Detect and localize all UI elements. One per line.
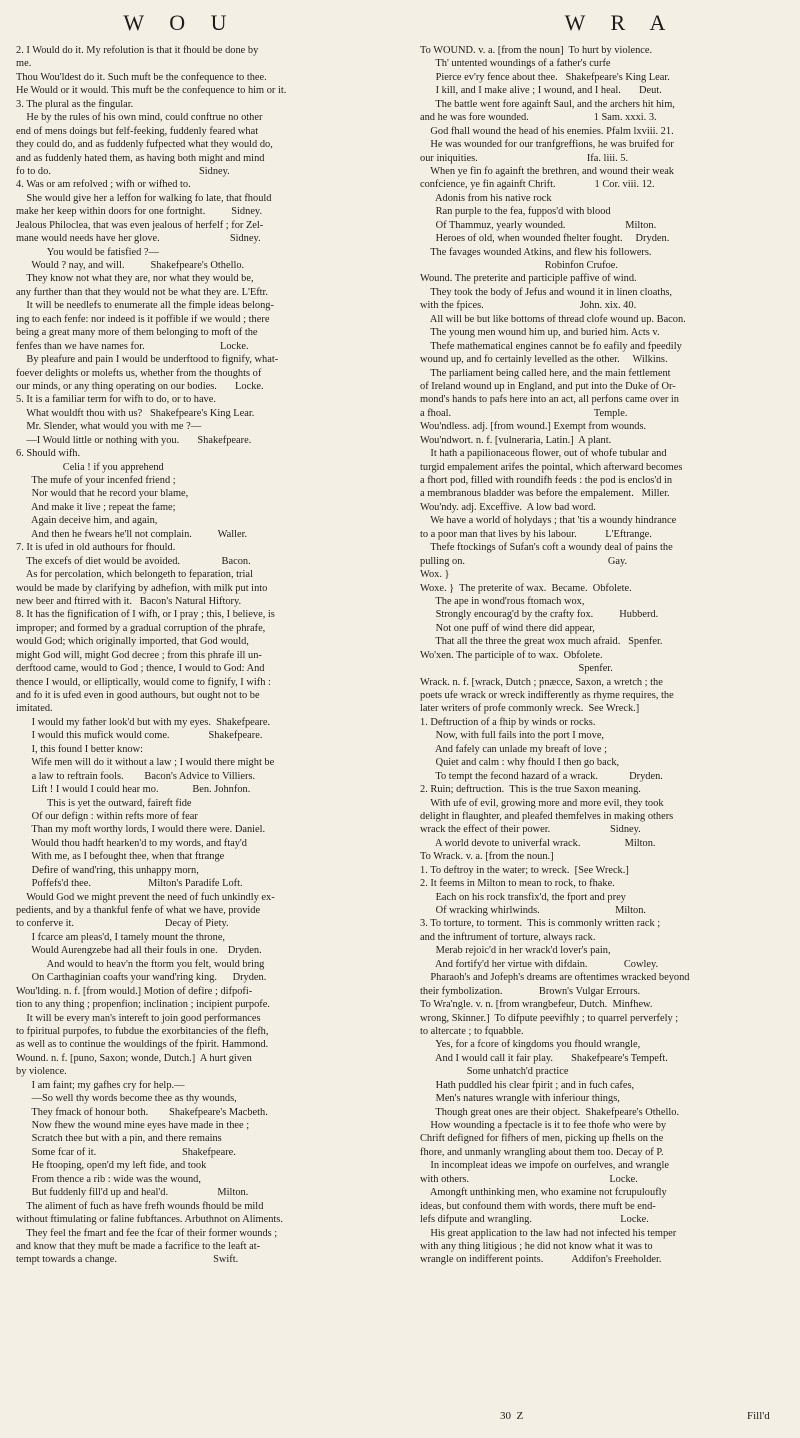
text-line: Lift ! I would I could hear mo. Ben. Johnfon. <box>16 784 251 796</box>
text-line: 8. It has the fignification of I wifh, or I pray ; this, I believe, is <box>16 609 275 621</box>
text-line: ing to each fenfe: nor indeed is it poffible if we would ; there <box>16 313 270 325</box>
signature-mark: 30 Z <box>500 1410 524 1422</box>
text-line: The favages wounded Atkins, and flew his followers. <box>420 246 652 258</box>
text-line: might God will, might God decree ; from this phrafe ill un- <box>16 649 262 661</box>
text-line: Some unhatch'd practice <box>420 1066 569 1078</box>
text-line: How wounding a fpectacle is it to fee thofe who were by <box>420 1120 667 1131</box>
text-line: Pierce ev'ry fence about thee. Shakefpeare's King Lear. <box>420 71 670 83</box>
text-line: mond's hands to pafs here into an act, all perfons came over in <box>420 394 679 406</box>
text-line: Ran purple to the fea, fuppos'd with blood <box>420 206 611 218</box>
text-line: She would give her a leffon for walking fo late, that fhould <box>16 192 272 204</box>
text-line: Heroes of old, when wounded fhelter fought. Dryden. <box>420 233 670 245</box>
text-line: and the inftrument of torture, always rack. <box>420 931 596 943</box>
text-line: a fhoal. Temple. <box>420 407 628 419</box>
text-line: Of wracking whirlwinds. Milton. <box>420 905 646 916</box>
text-line: delight in flaughter, and pleafed themfelves in making others <box>420 810 674 822</box>
text-line: 3. The plural as the fingular. <box>16 98 134 110</box>
text-line: To WOUND. v. a. [from the noun] To hurt by violence. <box>420 45 653 56</box>
text-line: Wox. } <box>420 569 450 581</box>
text-line: To tempt the fecond hazard of a wrack. Dryden. <box>420 770 663 782</box>
text-line: And fafely can unlade my breaft of love ; <box>420 743 607 755</box>
text-line: a law to reftrain fools. Bacon's Advice to Villiers. <box>16 770 256 782</box>
text-line: The young men wound him up, and buried him. Acts v. <box>420 327 660 339</box>
text-line: with any thing litigious ; he did not know what it was to <box>420 1240 653 1252</box>
text-line: With ufe of evil, growing more and more evil, they took <box>420 797 664 809</box>
text-line: would God; which originally imported, that God would, <box>16 636 249 648</box>
text-line: wrack the effect of their power. Sidney. <box>420 824 641 836</box>
text-line: It will be needlefs to enumerate all the fimple ideas belong- <box>16 300 274 312</box>
text-line: They know not what they are, nor what they would be, <box>16 273 254 285</box>
text-line: Men's natures wrangle with inferiour things, <box>420 1093 620 1105</box>
text-line: Wound. n. f. [puno, Saxon; wonde, Dutch.] A hurt given <box>16 1052 252 1064</box>
text-line: to fpiritual purpofes, to fubdue the exorbitancies of the flefh, <box>16 1025 269 1037</box>
text-line: 1. To deftroy in the water; to wreck. [See Wreck.] <box>420 864 629 876</box>
text-line: And would to heav'n the ftorm you felt, would bring <box>16 958 265 970</box>
text-line: This is yet the outward, faireft fide <box>16 797 192 809</box>
text-line: Thefe ftockings of Sufan's coft a woundy deal of pains the <box>420 542 673 554</box>
text-line: On Carthaginian coafts your wand'ring king. Dryden. <box>16 972 267 984</box>
text-line: To Wra'ngle. v. n. [from wrangbefeur, Dutch. Minfhew. <box>420 999 653 1011</box>
text-line: All will be but like bottoms of thread clofe wound up. Bacon. <box>420 313 686 325</box>
text-line: Not one puff of wind there did appear, <box>420 622 595 634</box>
text-line: Merab rejoic'd in her wrack'd lover's pain, <box>420 945 611 957</box>
text-line: our minds, or any thing operating on our bodies. Locke. <box>16 380 264 392</box>
text-line: with the fpices. John. xix. 40. <box>420 300 637 312</box>
text-line: But fuddenly fill'd up and heal'd. Milton. <box>16 1187 249 1199</box>
text-line: 7. It is ufed in old authours for fhould. <box>16 542 176 554</box>
text-line: as well as to continue the wouldings of the fpirit. Hammond. <box>16 1039 269 1051</box>
text-line: A world devote to univerfal wrack. Milton. <box>420 837 656 849</box>
text-line: And I would call it fair play. Shakefpeare's Tempeft. <box>420 1052 668 1064</box>
text-line: mane would needs have her glove. Sidney. <box>16 233 261 245</box>
text-line: Would thou hadft hearken'd to my words, and ftay'd <box>16 837 247 849</box>
text-line: tempt towards a change. Swift. <box>16 1254 239 1266</box>
text-line: With me, as I befought thee, when that ftrange <box>16 851 225 863</box>
text-line: The excefs of diet would be avoided. Bacon. <box>16 555 251 567</box>
text-line: The ape in wond'rous ftomach wox, <box>420 595 585 607</box>
text-line: Yes, for a fcore of kingdoms you fhould wrangle, <box>420 1039 641 1051</box>
text-line: fenfes than we have names for. Locke. <box>16 340 249 352</box>
text-line: Thefe mathematical engines cannot be fo eafily and fpeedily <box>420 340 682 352</box>
text-line: Wife men will do it without a law ; I would there might be <box>16 757 275 769</box>
text-line: to altercate ; to fquabble. <box>420 1025 524 1037</box>
text-line: Would Aurengzebe had all their fouls in one. Dryden. <box>16 945 262 957</box>
text-line: 3. To torture, to torment. This is commonly written rack ; <box>420 918 661 930</box>
text-line: I, this found I better know: <box>16 743 143 755</box>
text-line: wound up, and fo certainly levelled as the other. Wilkins. <box>420 354 668 366</box>
text-line: with others. Locke. <box>420 1173 638 1185</box>
text-line: 6. Should wifh. <box>16 448 81 460</box>
text-line: wrong, Skinner.] To difpute peevifhly ; to quarrel perverfely ; <box>420 1012 679 1024</box>
text-line: 2. I Would do it. My refolution is that it fhould be done by <box>16 45 259 56</box>
text-line: —So well thy words become thee as thy wounds, <box>16 1093 237 1105</box>
text-line: He ftooping, open'd my left fide, and took <box>16 1160 207 1172</box>
text-line: make her keep within doors for one fortnight. Sidney. <box>16 206 263 218</box>
text-line: Strongly encourag'd by the crafty fox. Hubberd. <box>420 609 659 621</box>
text-line: fo to do. Sidney. <box>16 165 230 177</box>
text-line: We have a world of holydays ; that 'tis a woundy hindrance <box>420 515 677 527</box>
text-line: any further than that they would not be what they are. L'Eftr. <box>16 286 269 298</box>
text-line: His great application to the law had not infected his temper <box>420 1227 677 1239</box>
text-line: Woxe. } The preterite of wax. Became. Obfolete. <box>420 582 632 594</box>
text-line: He was wounded for our tranfgreffions, he was bruifed for <box>420 139 674 151</box>
text-line: And fortify'd her virtue with difdain. Cowley. <box>420 958 659 970</box>
text-line: Spenfer. <box>420 663 613 675</box>
text-line: to a poor man that lives by his labour. L'Eftrange. <box>420 528 652 540</box>
text-line: their fymbolization. Brown's Vulgar Errours. <box>420 985 641 997</box>
text-line: and as fuddenly hated them, as having both might and mind <box>16 152 265 164</box>
text-line: Would God we might prevent the need of fuch unkindly ex- <box>16 891 275 903</box>
text-line: turgid empalement arifes the pointal, which afterward becomes <box>420 461 683 473</box>
text-line: a membranous bladder was before the empalement. Miller. <box>420 488 670 500</box>
text-line: It hath a papilionaceous flower, out of whofe tubular and <box>420 448 667 460</box>
text-line: He Would or it would. This muft be the confequence to him or it. <box>16 85 287 97</box>
text-line: By pleafure and pain I would be underftood to fignify, what- <box>16 354 279 366</box>
text-line: would be made by clarifying by adhefion, with milk put into <box>16 582 268 594</box>
text-line: When ye fin fo againft the brethren, and wound their weak <box>420 165 675 177</box>
text-line: From thence a rib : wide was the wound, <box>16 1173 201 1185</box>
text-line: I am faint; my gafhes cry for help.— <box>16 1079 185 1091</box>
text-line: Some fcar of it. Shakefpeare. <box>16 1146 236 1158</box>
text-line: by violence. <box>16 1066 67 1078</box>
text-line: Each on his rock transfix'd, the fport and prey <box>420 891 626 903</box>
left-column <box>16 44 386 1414</box>
text-line: Hath puddled his clear fpirit ; and in fuch cafes, <box>420 1079 635 1091</box>
text-line: 2. It feems in Milton to mean to rock, to fhake. <box>420 878 615 890</box>
text-line: 2. Ruin; deftruction. This is the true Saxon meaning. <box>420 784 641 796</box>
text-line: 5. It is a familiar term for wifh to do, or to have. <box>16 394 216 406</box>
text-line: derftood came, would to God ; thence, I would to God: And <box>16 663 265 675</box>
text-line: Th' untented woundings of a father's curfe <box>420 58 611 70</box>
text-line: And make it live ; repeat the fame; <box>16 501 176 513</box>
text-line: The mufe of your incenfed friend ; <box>16 475 176 486</box>
text-line: to conferve it. Decay of Piety. <box>16 918 229 930</box>
text-line: a fhort pod, filled with roundifh feeds : the pod is enclos'd in <box>420 475 673 486</box>
text-line: confcience, ye fin againft Chrift. 1 Cor. viii. 12. <box>420 179 655 191</box>
text-line: Wou'ndless. adj. [from wound.] Exempt from wounds. <box>420 421 647 433</box>
text-line: They took the body of Jefus and wound it in linen cloaths, <box>420 286 673 298</box>
text-line: Defire of wand'ring, this unhappy morn, <box>16 864 199 876</box>
text-line: me. <box>16 58 32 70</box>
text-line: 4. Was or am refolved ; wifh or wifhed to. <box>16 179 191 191</box>
text-line: Than my moft worthy lords, I would there were. Daniel. <box>16 824 266 836</box>
text-line: Wou'ndwort. n. f. [vulneraria, Latin.] A plant. <box>420 434 612 446</box>
text-line: Adonis from his native rock <box>420 192 552 204</box>
text-line: Now, with full fails into the port I move, <box>420 730 605 742</box>
text-line: Scratch thee but with a pin, and there remains <box>16 1133 222 1145</box>
text-line: wrangle on indifferent points. Addifon's Freeholder. <box>420 1254 662 1266</box>
text-line: and he was fore wounded. 1 Sam. xxxi. 3. <box>420 112 657 124</box>
text-line: Amongft unthinking men, who examine not fcrupuloufly <box>420 1187 667 1199</box>
text-line: Wou'ndy. adj. Exceffive. A low bad word. <box>420 501 596 513</box>
text-line: Thou Wou'ldest do it. Such muft be the confequence to thee. <box>16 71 267 83</box>
text-line: Jealous Philoclea, that was even jealous of herfelf ; for Zel- <box>16 219 264 231</box>
text-line: Would ? nay, and will. Shakefpeare's Othello. <box>16 260 245 271</box>
text-line: end of mens doings but felf-feeking, fuddenly feared what <box>16 125 259 137</box>
text-line: That all the three the great wox much afraid. Spenfer. <box>420 636 663 648</box>
text-line: foever delights or molefts us, whether from the thoughts of <box>16 367 262 379</box>
text-line: pulling on. Gay. <box>420 555 628 567</box>
text-line: pedients, and by a thankful fenfe of what we have, provide <box>16 905 261 916</box>
text-line: thence I would, or elliptically, would come to fignify, I wifh : <box>16 676 271 688</box>
text-line: new beer and ftirred with it. Bacon's Natural Hiftory. <box>16 595 242 607</box>
text-line: To Wrack. v. a. [from the noun.] <box>420 851 554 863</box>
text-line: and know that they muft be made a facrifice to the leaft at- <box>16 1240 261 1252</box>
text-line: later writers of profe commonly wreck. See Wreck.] <box>420 703 640 715</box>
text-line: The parliament being called here, and the main fettlement <box>420 367 671 379</box>
text-line: Wou'lding. n. f. [from would.] Motion of defire ; difpofi- <box>16 985 253 997</box>
text-line: What wouldft thou with us? Shakefpeare's King Lear. <box>16 407 255 419</box>
text-line: of Ireland wound up in England, and put into the Duke of Or- <box>420 380 676 392</box>
text-line: Nor would that he record your blame, <box>16 488 189 500</box>
text-line: without ftimulating or faline fubftances. Arbuthnot on Aliments. <box>16 1214 283 1226</box>
text-line: our iniquities. Ifa. liii. 5. <box>420 152 629 164</box>
text-line: In incompleat ideas we impofe on ourfelves, and wrangle <box>420 1160 670 1172</box>
text-line: ideas, but confound them with words, there muft be end- <box>420 1200 656 1212</box>
catchword: Fill'd <box>747 1410 770 1422</box>
text-line: Poffefs'd thee. Milton's Paradife Loft. <box>16 878 243 890</box>
text-line: imitated. <box>16 703 53 715</box>
text-line: Wrack. n. f. [wrack, Dutch ; pnæcce, Saxon, a wretch ; the <box>420 676 663 688</box>
text-line: They feel the fmart and fee the fcar of their former wounds ; <box>16 1227 278 1239</box>
text-line: Chrift defigned for fifhers of men, picking up fhells on the <box>420 1133 664 1145</box>
text-line: tion to any thing ; propenfion; inclination ; incipient purpofe. <box>16 999 270 1011</box>
text-line: It will be every man's intereft to join good performances <box>16 1012 261 1024</box>
text-line: The aliment of fuch as have frefh wounds fhould be mild <box>16 1200 264 1212</box>
text-line: Celia ! if you apprehend <box>16 461 164 473</box>
right-column <box>420 44 790 1414</box>
text-line: You would be fatisfied ?— <box>16 246 159 258</box>
text-line: being a great many more of them belonging to moft of the <box>16 327 258 339</box>
text-line: Though great ones are their object. Shakefpeare's Othello. <box>420 1106 680 1118</box>
text-line: fhore, and unmanly wrangling about them too. Decay of P. <box>420 1146 664 1158</box>
running-head-left: W O U <box>123 10 237 35</box>
text-line: they could do, and as fuddenly fufpected what they would do, <box>16 139 273 151</box>
text-line: I fcarce am pleas'd, I tamely mount the throne, <box>16 931 226 943</box>
text-line: Wound. The preterite and participle paffive of wind. <box>420 273 637 285</box>
text-line: Now fhew the wound mine eyes have made in thee ; <box>16 1120 250 1131</box>
text-line: poets ufe wrack or wreck indifferently as rhyme requires, the <box>420 690 674 701</box>
text-line: I would this mufick would come. Shakefpeare. <box>16 730 263 742</box>
running-head-right: W R A <box>564 10 676 35</box>
text-line: I would my father look'd but with my eyes. Shakefpeare. <box>16 716 271 728</box>
text-line: He by the rules of his own mind, could conftrue no other <box>16 112 263 124</box>
text-line: and fo it is ufed even in good authours, but ought not to be <box>16 690 260 701</box>
text-line: The battle went fore againft Saul, and the archers hit him, <box>420 98 675 110</box>
text-line: God fhall wound the head of his enemies. Pfalm lxviii. 21. <box>420 125 674 137</box>
text-line: Of Thammuz, yearly wounded. Milton. <box>420 219 657 231</box>
text-line: Wo'xen. The participle of to wax. Obfolete. <box>420 649 603 661</box>
text-line: Mr. Slender, what would you with me ?— <box>16 421 202 433</box>
text-line: Quiet and calm : why fhould I then go back, <box>420 757 620 769</box>
text-line: lefs difpute and wrangling. Locke. <box>420 1214 649 1226</box>
text-line: improper; and formed by a gradual corruption of the phrafe, <box>16 622 266 634</box>
text-line: They fmack of honour both. Shakefpeare's Macbeth. <box>16 1106 268 1118</box>
text-line: Robinfon Crufoe. <box>420 260 618 271</box>
text-line: And then he fwears he'll not complain. Waller. <box>16 528 248 540</box>
text-line: As for percolation, which belongeth to feparation, trial <box>16 569 253 581</box>
text-line: Pharaoh's and Jofeph's dreams are oftentimes wracked beyond <box>420 972 690 984</box>
text-line: Of our defign : within refts more of fear <box>16 810 198 822</box>
text-line: —I Would little or nothing with you. Shakefpeare. <box>16 434 252 446</box>
text-line: 1. Deftruction of a fhip by winds or rocks. <box>420 716 596 728</box>
text-line: I kill, and I make alive ; I wound, and I heal. Deut. <box>420 85 662 97</box>
text-line: Again deceive him, and again, <box>16 515 158 527</box>
